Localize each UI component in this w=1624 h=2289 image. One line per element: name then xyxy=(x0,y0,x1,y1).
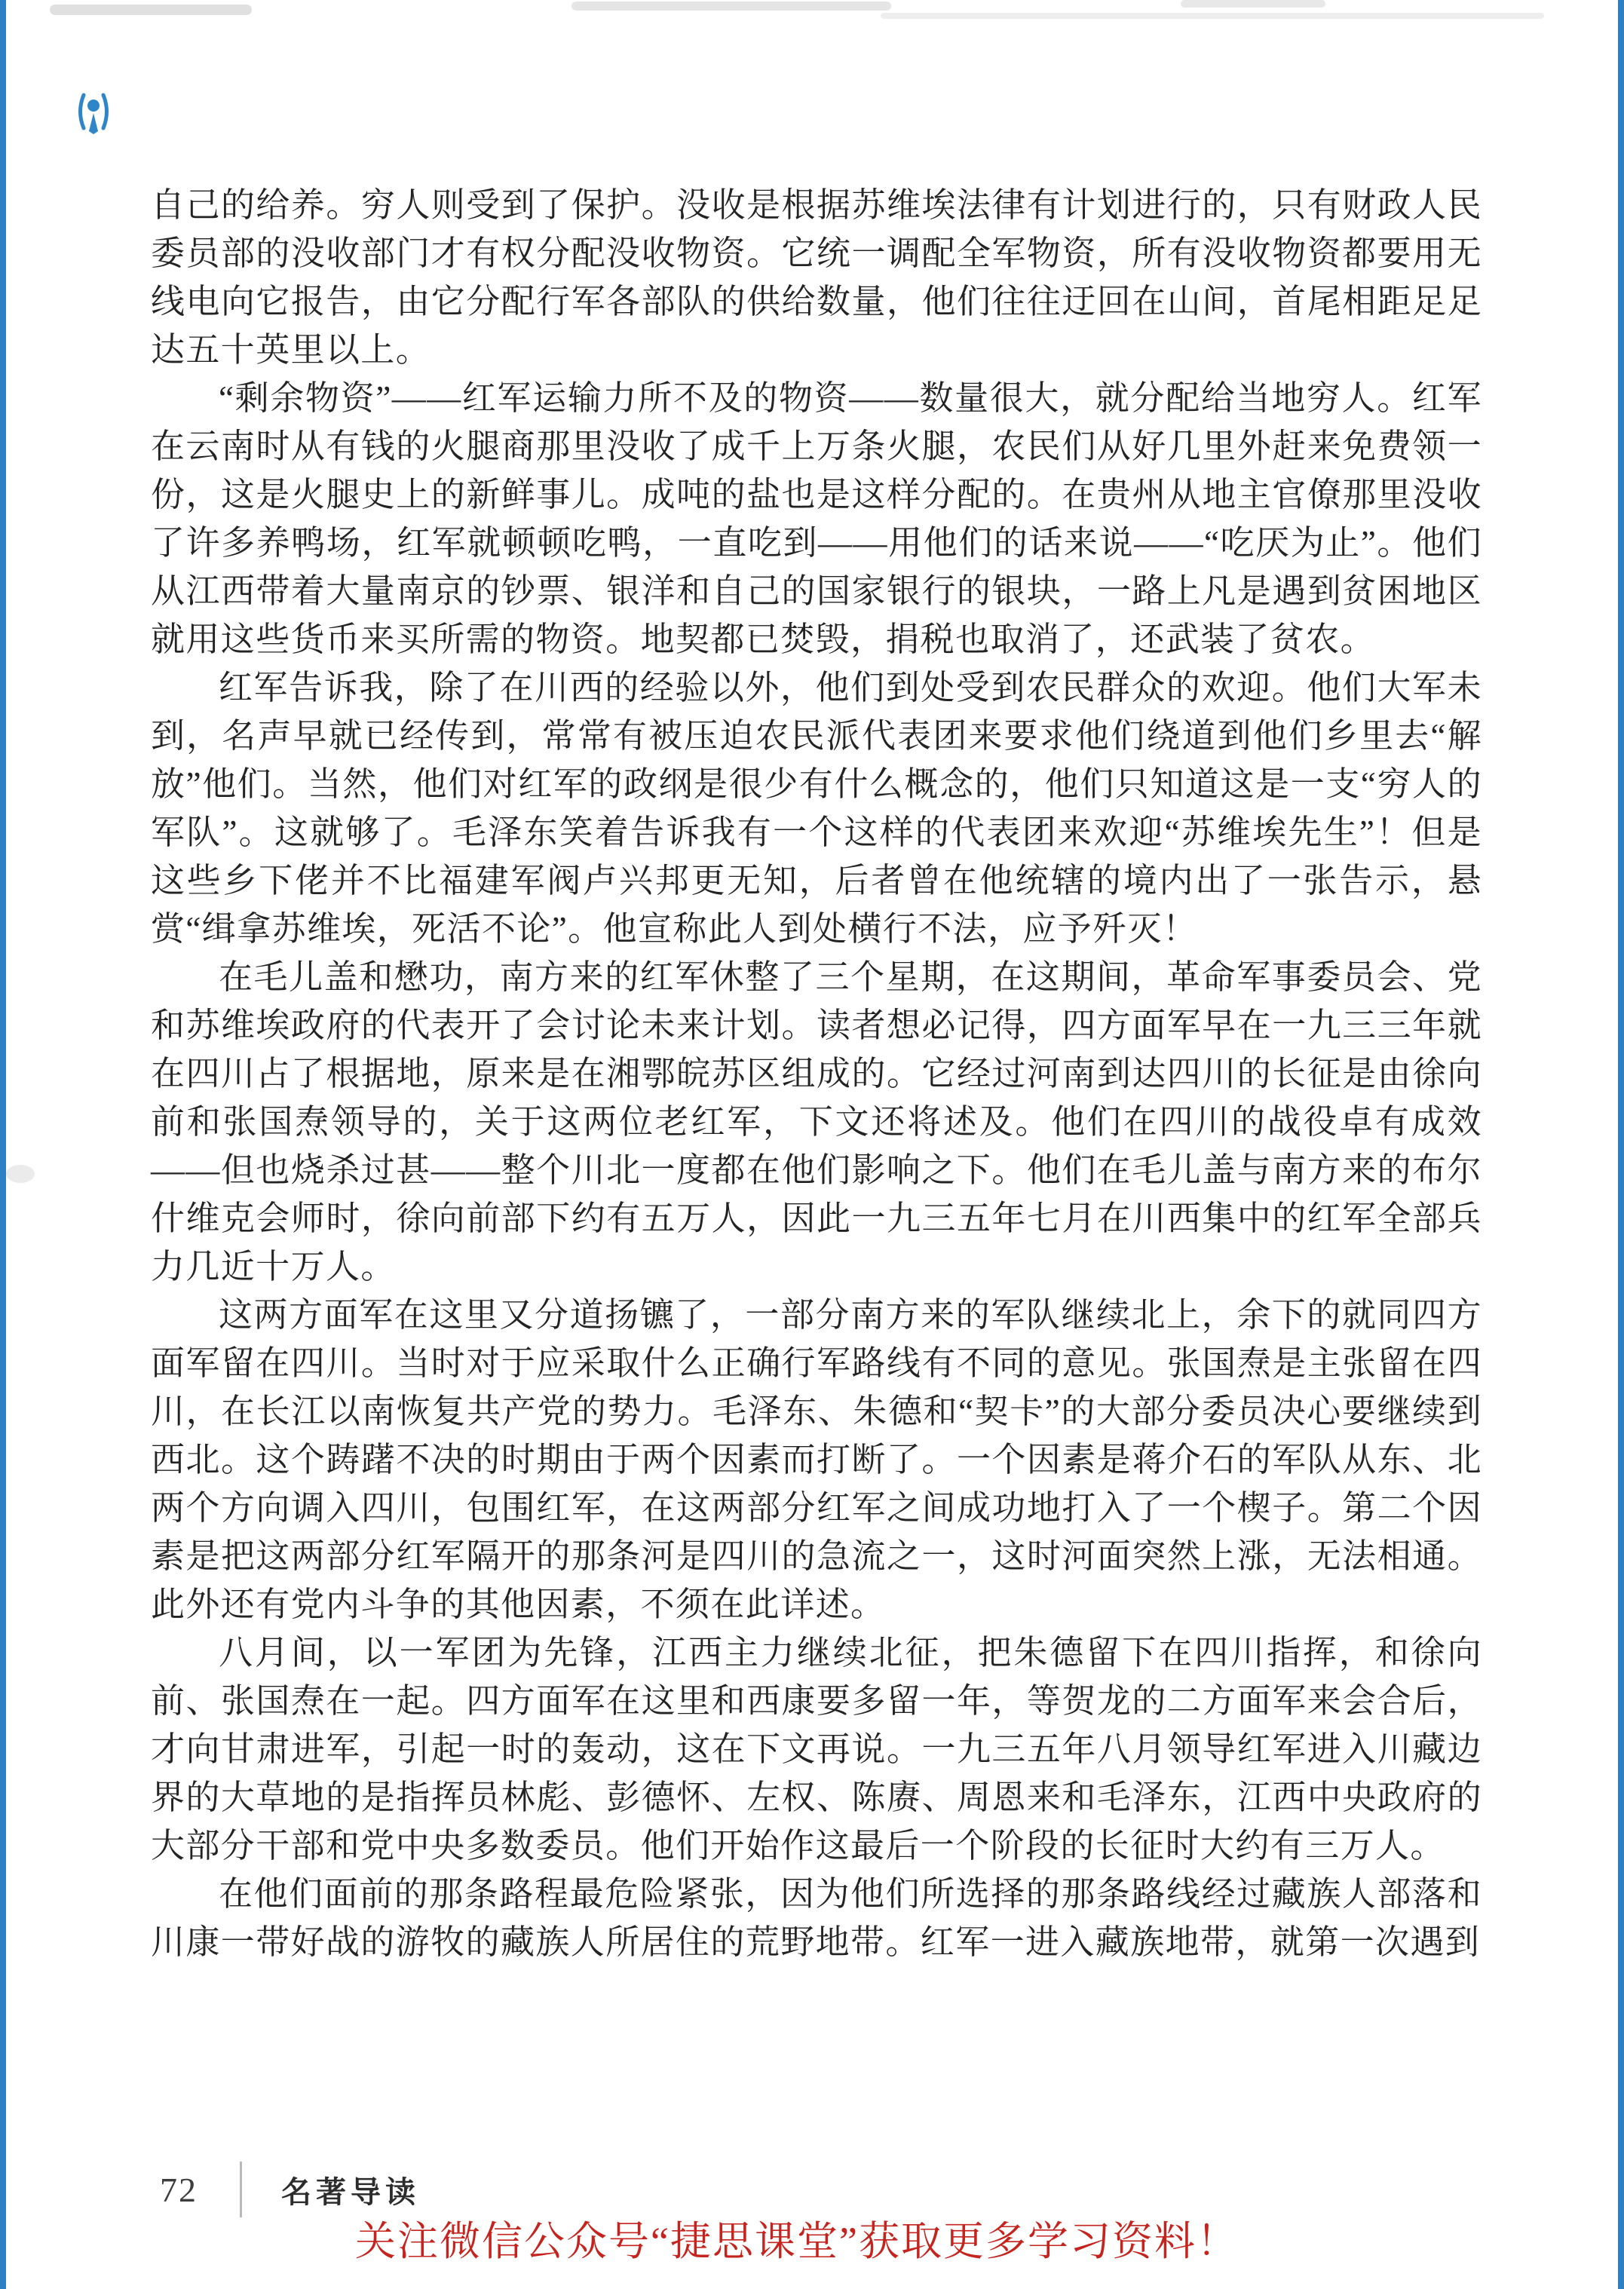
watermark-text: 关注微信公众号“捷思课堂”获取更多学习资料！ xyxy=(355,2219,1239,2264)
body-paragraph: 自己的给养。穷人则受到了保护。没收是根据苏维埃法律有计划进行的，只有财政人民委员部的没收部门才有权分配没收物资。它统一调配全军物资，所有没收物资都要用无线电向它报告，由它分配行军各部队的供给数量，他们往往迂回在山间，首尾相距足足达五十英里以上。 xyxy=(151,186,1482,369)
body-paragraph: 八月间，以一军团为先锋，江西主力继续北征，把朱德留下在四川指挥，和徐向前、张国焘在一起。四方面军在这里和西康要多留一年，等贺龙的二方面军来会合后，才向甘肃进军，引起一时的轰动，这在下文再说。一九三五年八月领导红军进入川藏边界的大草地的是指挥员林彪、彭德怀、左权、陈赓、周恩来和毛泽东，江西中央政府的大部分干部和党中央多数委员。他们开始作这最后一个阶段的长征时大约有三万人。 xyxy=(151,1634,1482,1865)
listen-reader-icon-glyph xyxy=(75,90,112,136)
page-number: 72 xyxy=(160,2170,198,2209)
scan-artifact xyxy=(1181,0,1325,8)
page-footer xyxy=(160,2158,420,2221)
footer-divider xyxy=(240,2162,242,2217)
body-paragraph: 在毛儿盖和懋功，南方来的红军休整了三个星期，在这期间，革命军事委员会、党和苏维埃政府的代表开了会讨论未来计划。读者想必记得，四方面军早在一九三三年就在四川占了根据地，原来是在湘鄂皖苏区组成的。它经过河南到达四川的长征是由徐向前和张国焘领导的，关于这两位老红军，下文还将述及。他们在四川的战役卓有成效——但也烧杀过甚——整个川北一度都在他们影响之下。他们在毛儿盖与南方来的布尔什维克会师时，徐向前部下约有五万人，因此一九三五年七月在川西集中的红军全部兵力几近十万人。 xyxy=(151,958,1482,1285)
page-edge-bar-right xyxy=(1618,0,1624,2289)
scan-artifact xyxy=(881,13,1544,19)
listen-reader-icon[interactable] xyxy=(75,90,112,136)
body-paragraph: 这两方面军在这里又分道扬镳了，一部分南方来的军队继续北上，余下的就同四方面军留在四川。当时对于应采取什么正确行军路线有不同的意见。张国焘是主张留在四川，在长江以南恢复共产党的势力。毛泽东、朱德和“契卡”的大部分委员决心要继续到西北。这个踌躇不决的时期由于两个因素而打断了。一个因素是蒋介石的军队从东、北两个方向调入四川，包围红军，在这两部分红军之间成功地打入了一个楔子。第二个因素是把这两部分红军隔开的那条河是四川的急流之一，这时河面突然上涨，无法相通。此外还有党内斗争的其他因素，不须在此详述。 xyxy=(151,1296,1482,1623)
section-title: 名著导读 xyxy=(281,2174,420,2209)
body-paragraph: 红军告诉我，除了在川西的经验以外，他们到处受到农民群众的欢迎。他们大军未到，名声早就已经传到，常常有被压迫农民派代表团来要求他们绕道到他们乡里去“解放”他们。当然，他们对红军的政纲是很少有什么概念的，他们只知道这是一支“穷人的军队”。这就够了。毛泽东笑着告诉我有一个这样的代表团来欢迎“苏维埃先生”！但是这些乡下佬并不比福建军阀卢兴邦更无知，后者曾在他统辖的境内出了一张告示，悬赏“缉拿苏维埃，死活不论”。他宣称此人到处横行不法，应予歼灭！ xyxy=(151,669,1482,948)
scan-artifact xyxy=(6,1165,35,1183)
scan-artifact xyxy=(50,5,252,15)
body-paragraph: “剩余物资”——红军运输力所不及的物资——数量很大，就分配给当地穷人。红军在云南时从有钱的火腿商那里没收了成千上万条火腿，农民们从好几里外赶来免费领一份，这是火腿史上的新鲜事儿。成吨的盐也是这样分配的。在贵州从地主官僚那里没收了许多养鸭场，红军就顿顿吃鸭，一直吃到——用他们的话来说——“吃厌为止”。他们从江西带着大量南京的钞票、银洋和自己的国家银行的银块，一路上凡是遇到贫困地区就用这些货币来买所需的物资。地契都已焚毁，捐税也取消了，还武装了贫农。 xyxy=(151,379,1482,658)
body-text xyxy=(151,181,1482,1966)
body-paragraph: 在他们面前的那条路程最危险紧张，因为他们所选择的那条路线经过藏族人部落和川康一带好战的游牧的藏族人所居住的荒野地带。红军一进入藏族地带，就第一次遇到 xyxy=(151,1875,1482,1961)
page-edge-bar-left xyxy=(0,0,6,2289)
scan-artifact xyxy=(571,2,891,11)
